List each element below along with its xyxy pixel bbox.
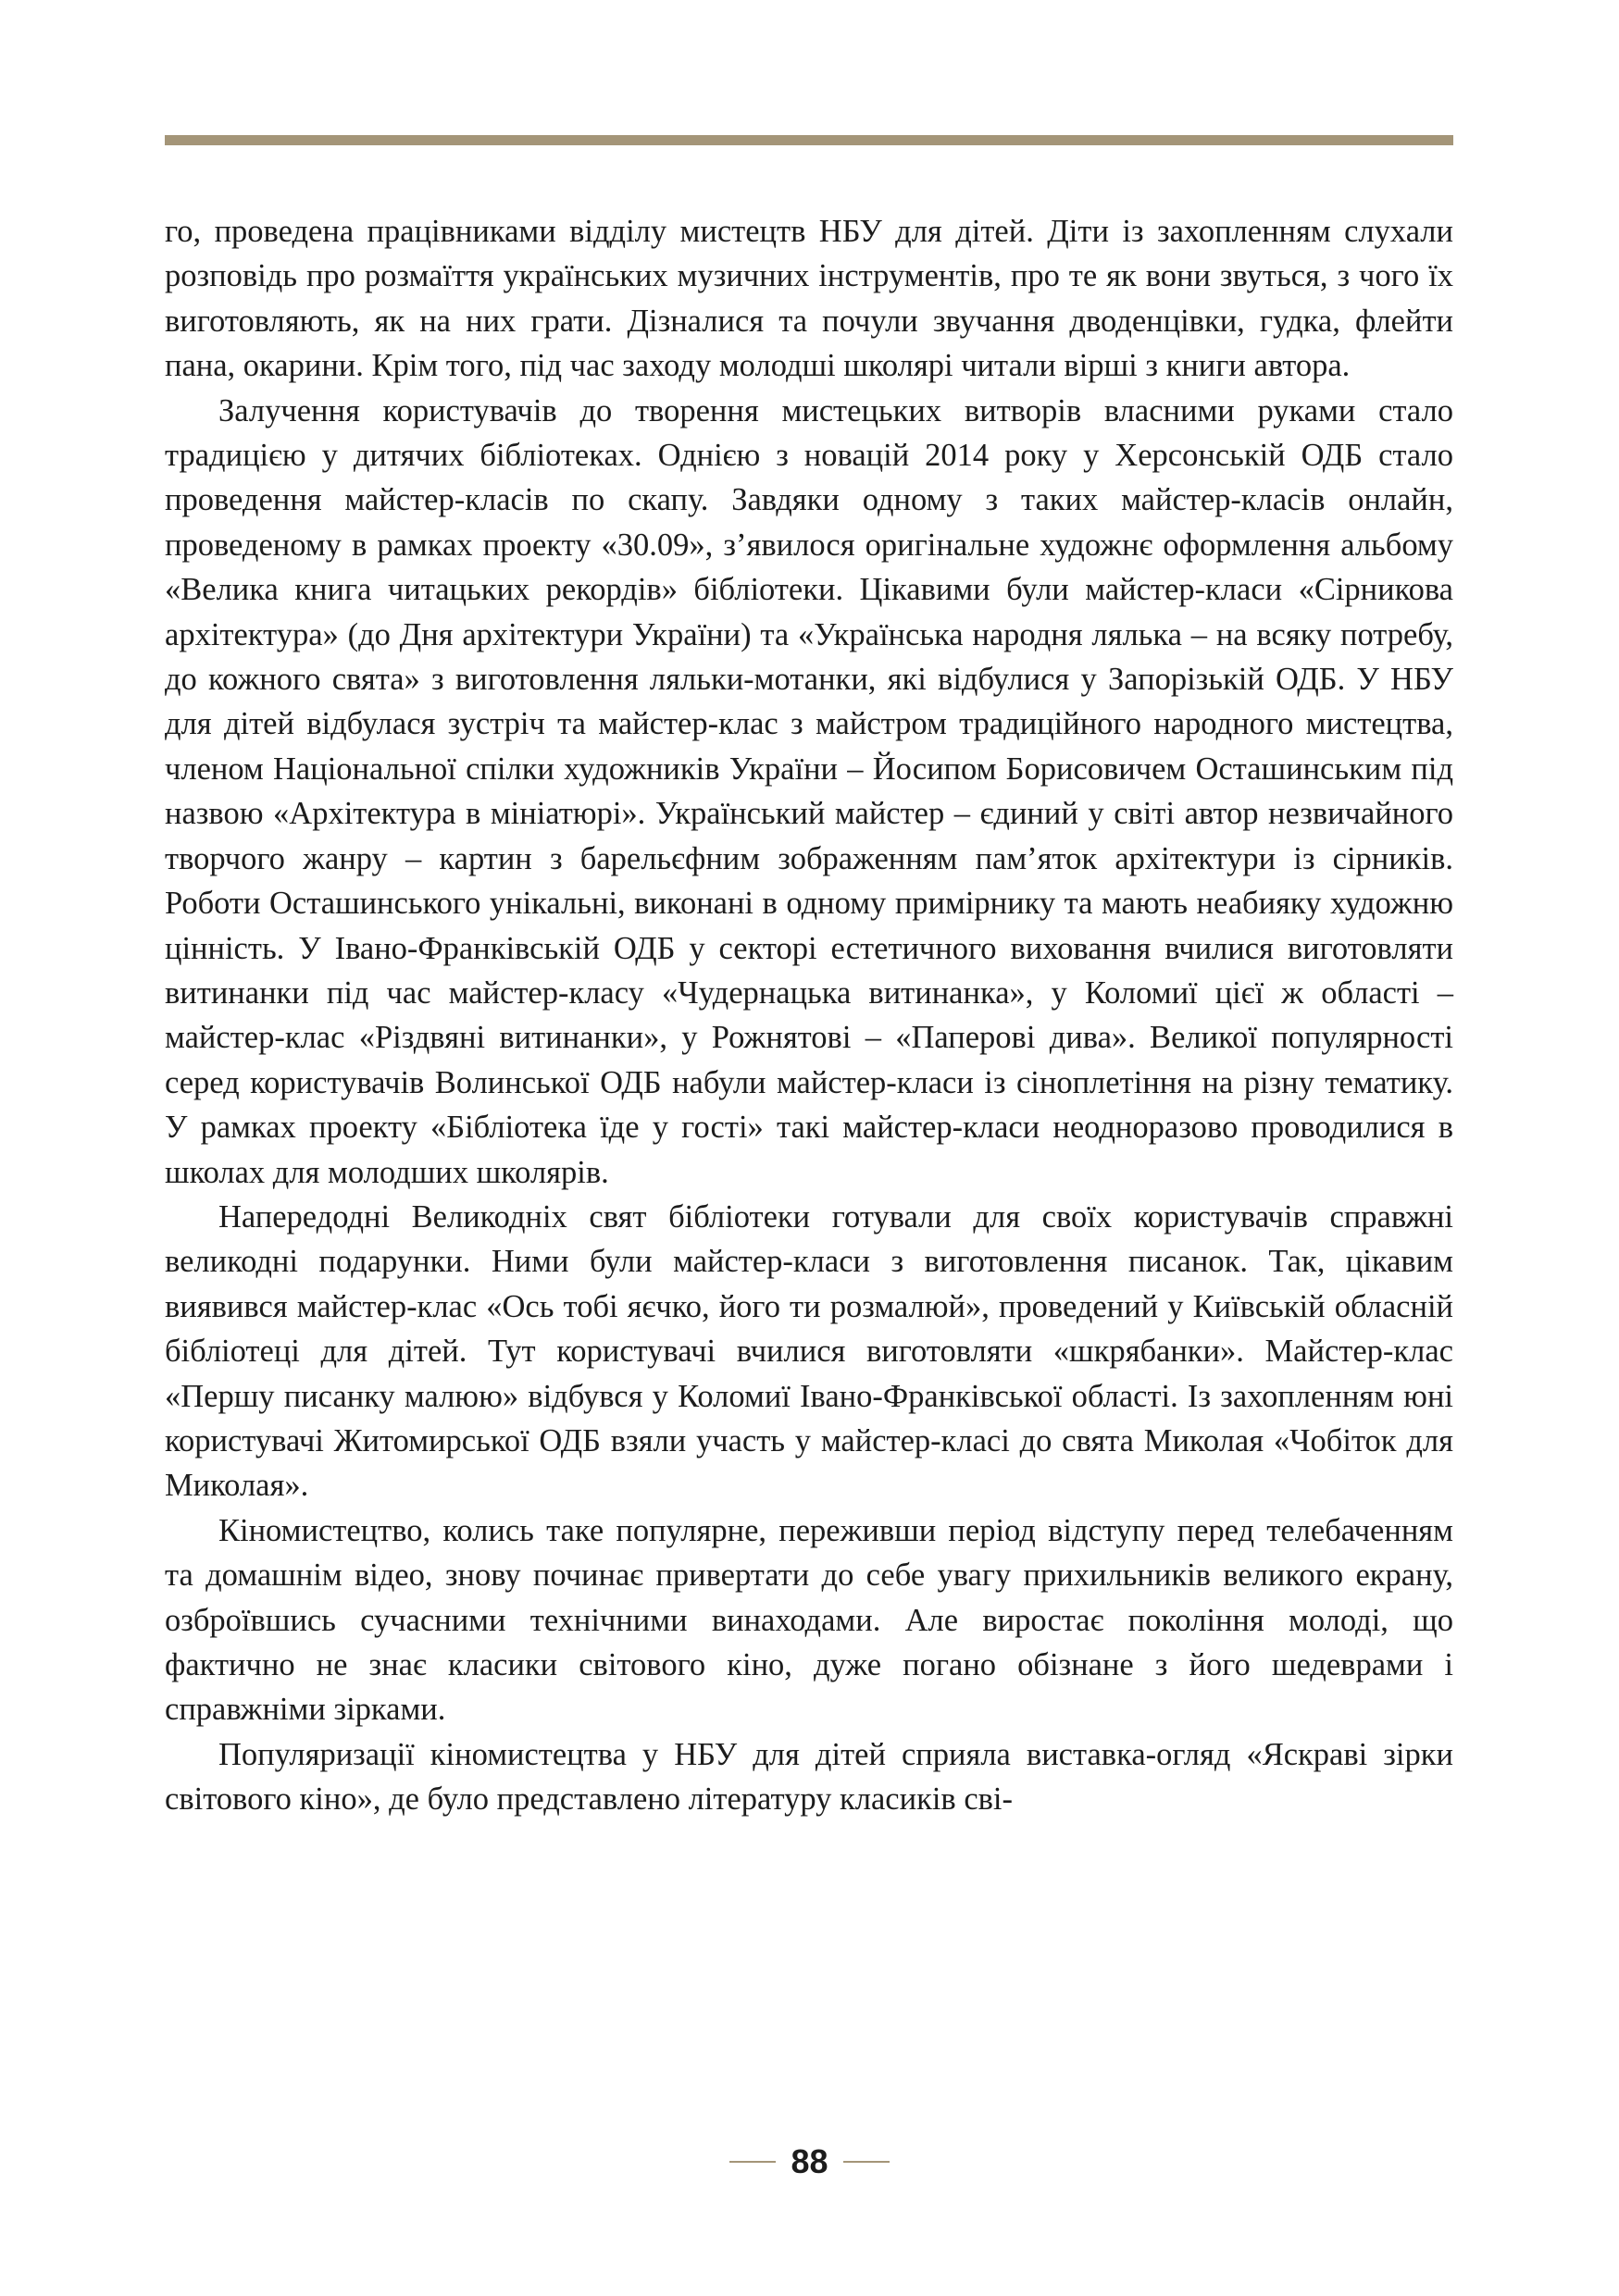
body-text bbox=[165, 209, 1453, 1822]
paragraph-2: Залучення користувачів до творення мистецьких витворів власними руками стало традицією у дитячих бібліотеках. Однією з новацій 2014 року у Херсонській ОДБ стало проведення майстер-класів по скапу. Завдяки одному з таких майстер-класів онлайн, проведеному в рамках проекту «30.09», з’явилося оригінальне художнє оформлення альбому «Велика книга читацьких рекордів» бібліотеки. Цікавими були майстер-класи «Сірникова архітектура» (до Дня архітектури України) та «Українська народня лялька – на всяку потребу, до кожного свята» з виготовлення ляльки-мотанки, які відбулися у Запорізькій ОДБ. У НБУ для дітей відбулася зустріч та майстер-клас з майстром традиційного народного мистецтва, членом Національної спілки художників України – Йосипом Борисовичем Осташинським під назвою «Архітектура в мініатюрі». Український майстер – єдиний у світі автор незвичайного творчого жанру – картин з барельєфним зображенням пам’яток архітектури із сірників. Роботи Осташинського унікальні, виконані в одному примірнику та мають неабияку художню цінність. У Івано-Франківській ОДБ у секторі естетичного виховання вчилися виготовляти витинанки під час майстер-класу «Чудернацька витинанка», у Коломиї цієї ж області – майстер-клас «Різдвяні витинанки», у Рожнятові – «Паперові дива». Великої популярності серед користувачів Волинської ОДБ набули майстер-класи із сіноплетіння на різну тематику. У рамках проекту «Бібліотека їде у гості» такі майстер-класи неодноразово проводилися в школах для молодших школярів. bbox=[165, 392, 1453, 1190]
folio-dash-left bbox=[729, 2161, 776, 2163]
header-rule bbox=[165, 135, 1453, 145]
page-number: 88 bbox=[791, 2142, 828, 2180]
folio-dash-right bbox=[843, 2161, 890, 2163]
paragraph-5: Популяризації кіномистецтва у НБУ для дітей сприяла виставка-огляд «Яскраві зірки світового кіно», де було представлено літературу класиків сві- bbox=[165, 1736, 1453, 1818]
paragraph-4: Кіномистецтво, колись таке популярне, переживши період відступу перед телебаченням та домашнім відео, знову починає привертати до себе увагу прихильників великого екрану, озброївшись сучасними технічними винаходами. Але виростає покоління молоді, що фактично не знає класики світового кіно, дуже погано обізнане з його шедеврами і справжніми зірками. bbox=[165, 1512, 1453, 1728]
page-footer bbox=[0, 2143, 1619, 2180]
paragraph-3: Напередодні Великодніх свят бібліотеки готували для своїх користувачів справжні великодні подарунки. Ними були майстер-класи з виготовлення писанок. Так, цікавим виявився майстер-клас «Ось тобі яєчко, його ти розмалюй», проведений у Київській обласній бібліотеці для дітей. Тут користувачі вчилися виготовляти «шкрябанки». Майстер-клас «Першу писанку малюю» відбувся у Коломиї Івано-Франківської області. Із захопленням юні користувачі Житомирської ОДБ взяли участь у майстер-класі до свята Миколая «Чобіток для Миколая». bbox=[165, 1198, 1453, 1504]
paragraph-1: го, проведена працівниками відділу мистецтв НБУ для дітей. Діти із захопленням слухали розповідь про розмаїття українських музичних інструментів, про те як вони звуться, з чого їх виготовляють, як на них грати. Дізналися та почули звучання дводенцівки, гудка, флейти пана, окарини. Крім того, під час заходу молодші школярі читали вірші з книги автора. bbox=[165, 214, 1453, 384]
